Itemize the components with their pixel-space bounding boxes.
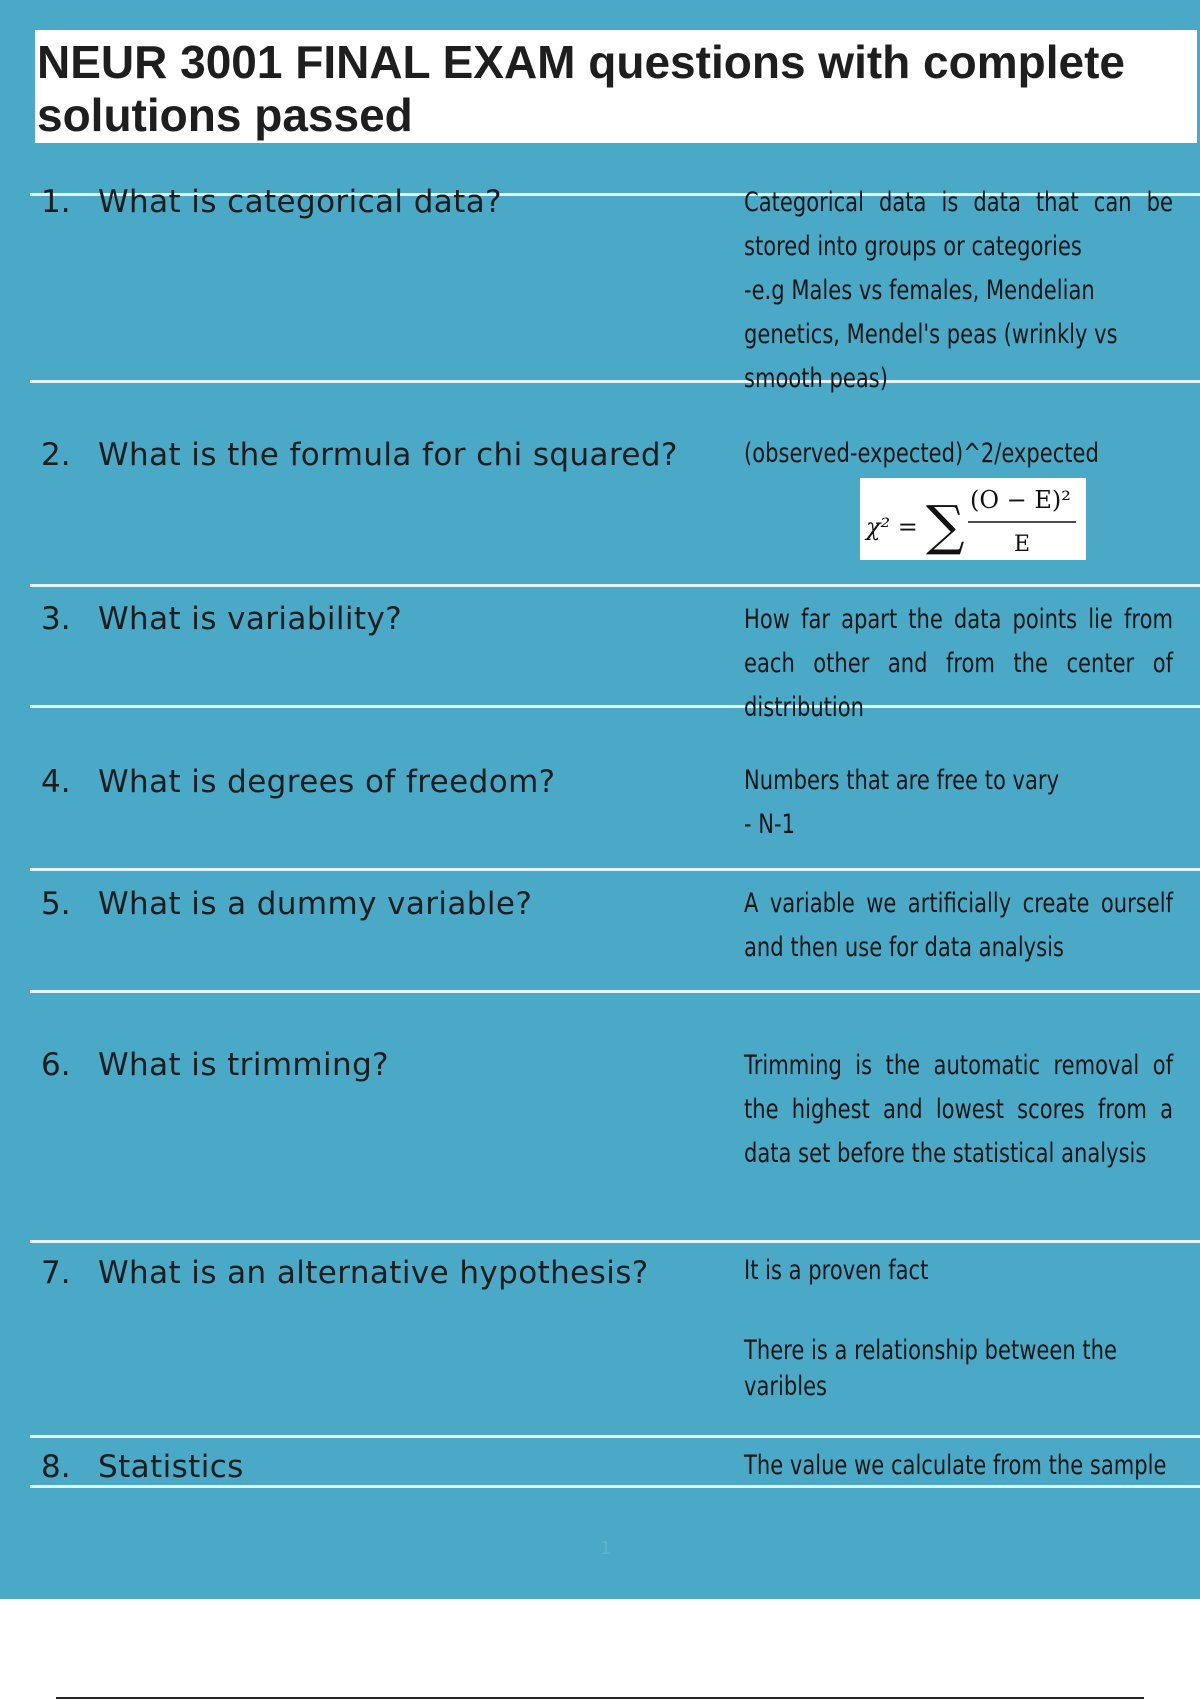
question-text: What is categorical data? — [98, 184, 502, 220]
answer-text — [744, 759, 1173, 847]
document-title: NEUR 3001 FINAL EXAM questions with complete solutions passed — [37, 36, 1126, 141]
qa-row-6 — [0, 1046, 1200, 1236]
formula-denominator: E — [1014, 532, 1031, 557]
question-number: 3. — [41, 601, 71, 637]
question-text: What is the formula for chi squared? — [98, 437, 678, 473]
formula-lhs: χ² = — [866, 513, 918, 541]
row-divider — [30, 1240, 1200, 1243]
question-text: What is trimming? — [98, 1047, 390, 1083]
page-number: 1 — [600, 1538, 612, 1559]
qa-row-3 — [0, 600, 1200, 723]
answer-paragraph: There is a relationship between the varibles — [744, 1335, 1117, 1402]
qa-row-8 — [0, 1448, 1200, 1488]
answer-paragraph: (observed-expected)^2/expected — [744, 438, 1099, 469]
footer-divider — [56, 1697, 1144, 1699]
answer-paragraph: The value we calculate from the sample — [744, 1450, 1167, 1481]
qa-row-2 — [0, 436, 1200, 476]
qa-row-5 — [0, 885, 1200, 989]
qa-row-1 — [0, 184, 1200, 395]
question-number: 8. — [41, 1449, 71, 1485]
title-box — [35, 30, 1197, 143]
answer-text — [744, 181, 1173, 401]
answer-paragraph: - N-1 — [744, 809, 796, 840]
answer-text — [744, 882, 1173, 970]
formula-sigma: ∑ — [926, 494, 965, 557]
answer-paragraph: Numbers that are free to vary — [744, 765, 1060, 796]
question-text: What is degrees of freedom? — [98, 764, 556, 800]
row-divider — [30, 584, 1200, 587]
question-number: 2. — [41, 437, 71, 473]
qa-row-4 — [0, 763, 1200, 863]
row-divider — [30, 1435, 1200, 1438]
answer-text — [744, 432, 1173, 476]
question-text: What is a dummy variable? — [98, 886, 533, 922]
answer-paragraph: Categorical data is data that can be stored into groups or categories — [744, 187, 1173, 262]
question-number: 6. — [41, 1047, 71, 1083]
question-number: 7. — [41, 1255, 71, 1291]
answer-text — [744, 1253, 1173, 1405]
question-number: 1. — [41, 184, 71, 220]
chi-squared-formula — [860, 478, 1086, 560]
row-divider — [30, 868, 1200, 871]
answer-text — [744, 1044, 1173, 1176]
question-number: 4. — [41, 764, 71, 800]
row-divider — [30, 990, 1200, 993]
answer-paragraph: How far apart the data points lie from each other and from the center of distribution — [744, 604, 1173, 723]
answer-paragraph: Trimming is the automatic removal of the highest and lowest scores from a data set before the statistical analysis — [744, 1050, 1173, 1169]
answer-text — [744, 598, 1173, 730]
qa-row-7 — [0, 1254, 1200, 1434]
question-text: What is an alternative hypothesis? — [98, 1255, 649, 1291]
formula-numerator: (O − E)² — [970, 486, 1071, 514]
answer-paragraph: It is a proven fact — [744, 1255, 929, 1286]
answer-paragraph: -e.g Males vs females, Mendelian genetics, Mendel's peas (wrinkly vs smooth peas) — [744, 275, 1118, 394]
answer-text — [744, 1444, 1181, 1488]
answer-paragraph: A variable we artificially create ourself and then use for data analysis — [744, 888, 1173, 963]
question-text: What is variability? — [98, 601, 403, 637]
question-text: Statistics — [98, 1449, 244, 1485]
question-number: 5. — [41, 886, 71, 922]
